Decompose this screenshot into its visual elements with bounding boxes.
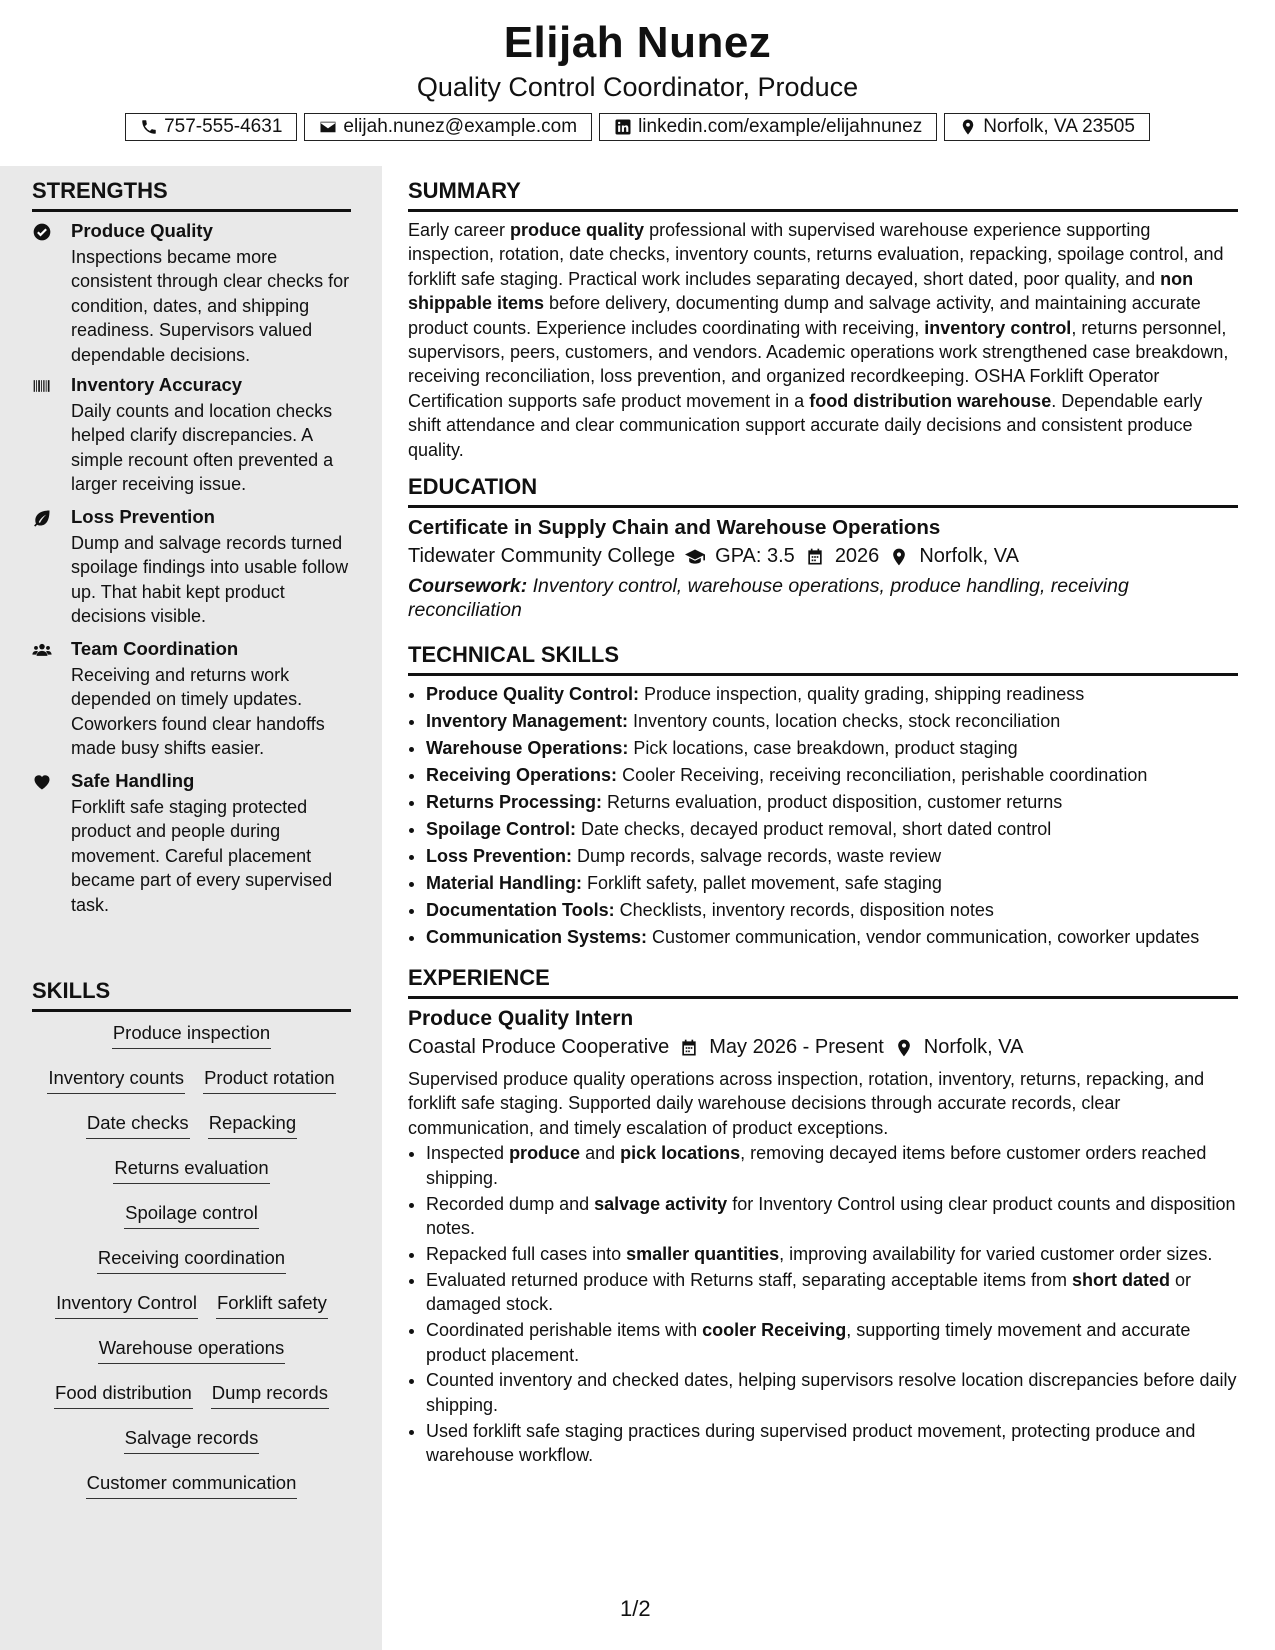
strength-title: Loss Prevention (71, 506, 215, 527)
education-gpa: GPA: 3.5 (715, 545, 795, 568)
strength-body: Dump and salvage records turned spoilage findings into usable follow up. That habit kept product decisions visible. (71, 533, 349, 627)
bullet-keyword: short dated (1072, 1269, 1171, 1290)
technical-skill-value: Customer communication, vendor communication, coworker updates (647, 927, 1200, 948)
skill-tag: Product rotation (203, 1067, 336, 1094)
skill-tag: Receiving coordination (97, 1247, 286, 1274)
skills-heading: SKILLS (32, 978, 351, 1012)
calendar-icon (679, 1038, 699, 1058)
skill-row (32, 1202, 351, 1247)
job-bullet (426, 1368, 1238, 1417)
bullet-text: Recorded dump and (426, 1193, 595, 1214)
education-location: Norfolk, VA (919, 545, 1019, 568)
technical-skill-item (426, 924, 1238, 951)
technical-skill-item (426, 789, 1238, 816)
candidate-name: Elijah Nunez (503, 18, 772, 67)
job-bullet (426, 1192, 1238, 1241)
technical-skill-label: Warehouse Operations: (426, 738, 629, 759)
job-bullet (426, 1318, 1238, 1367)
contact-linkedin-text: linkedin.com/example/elijahnunez (638, 116, 923, 137)
skill-row (32, 1337, 351, 1382)
job-description: Supervised produce quality operations across inspection, rotation, inventory, returns, repacking, and forklift safe staging. Supported daily warehouse decisions through accurate records, clear communication, and timely escalation of product exceptions. (408, 1069, 1205, 1138)
skill-tag: Dump records (211, 1382, 329, 1409)
contact-bar (0, 113, 1275, 141)
bullet-text: or damaged stock. (426, 1269, 1192, 1315)
summary-segment: , returns personnel, supervisors, peers, customers, and vendors. Academic operations work strengthened case breakdown, receiving reconciliation, loss prevention, and organized recordkeeping. OSHA Forklift Operator Certification supports safe product movement in a (408, 317, 1229, 411)
resume-header (0, 0, 1275, 166)
leaf-icon (32, 508, 54, 530)
skill-tag: Warehouse operations (98, 1337, 285, 1364)
bullet-keyword: smaller quantities (626, 1243, 780, 1264)
technical-skill-item (426, 762, 1238, 789)
skill-row (32, 1292, 351, 1337)
job-title: Produce Quality Intern (408, 1007, 634, 1031)
bullet-text: , supporting timely movement and accurate product placement. (426, 1320, 1191, 1365)
job-dates: May 2026 - Present (709, 1036, 884, 1059)
education-meta (408, 545, 1238, 568)
bullet-text: for Inventory Control using clear product counts and disposition notes. (426, 1193, 1236, 1238)
job-location: Norfolk, VA (923, 1036, 1024, 1059)
technical-skills-list (408, 681, 1238, 951)
skill-tag: Customer communication (86, 1472, 298, 1499)
bullet-text: and (580, 1143, 621, 1164)
coursework-text: Inventory control, warehouse operations, produce handling, receiving reconciliation (408, 575, 1129, 622)
summary-keyword: inventory control (924, 317, 1072, 338)
technical-skill-label: Spoilage Control: (426, 819, 576, 840)
linkedin-icon (614, 118, 632, 136)
bullet-keyword: salvage activity (594, 1193, 728, 1214)
skill-tag: Forklift safety (216, 1292, 328, 1319)
bullet-text: Evaluated returned produce with Returns staff, separating acceptable items from (426, 1269, 1073, 1290)
bullet-text: Used forklift safe staging practices during supervised product movement, protecting produce and warehouse workflow. (426, 1420, 1196, 1466)
education-school: Tidewater Community College (408, 545, 676, 568)
education-year: 2026 (834, 545, 880, 568)
strengths-heading: STRENGTHS (32, 178, 351, 212)
summary-segment: Early career (408, 220, 511, 240)
map-pin-icon (959, 118, 977, 136)
technical-skill-label: Receiving Operations: (426, 765, 618, 786)
calendar-icon (805, 547, 825, 567)
skill-row (32, 1112, 351, 1157)
technical-skill-value: Returns evaluation, product disposition, customer returns (602, 792, 1063, 813)
technical-skill-item (426, 708, 1238, 735)
technical-skill-value: Forklift safety, pallet movement, safe staging (582, 873, 942, 894)
strength-title: Inventory Accuracy (71, 374, 243, 395)
summary-segment: before delivery, documenting dump and salvage activity, and maintaining accurate product counts. Experience includes coordinating with receiving, (408, 293, 1201, 338)
bullet-text: Repacked full cases into (426, 1243, 627, 1264)
technical-skills-heading: TECHNICAL SKILLS (408, 642, 1238, 676)
envelope-icon (319, 118, 337, 136)
contact-location-text: Norfolk, VA 23505 (983, 116, 1135, 137)
skill-row (32, 1247, 351, 1292)
contact-email[interactable] (304, 113, 592, 141)
job-bullet (426, 1141, 1238, 1190)
technical-skill-value: Produce inspection, quality grading, shipping readiness (639, 684, 1085, 705)
technical-skill-label: Documentation Tools: (426, 900, 615, 921)
technical-skill-label: Communication Systems: (426, 927, 648, 948)
contact-location (944, 113, 1150, 141)
technical-skill-item (426, 897, 1238, 924)
summary-keyword: food distribution warehouse (809, 390, 1052, 411)
technical-skill-label: Material Handling: (426, 873, 583, 894)
strength-body: Forklift safe staging protected product and people during movement. Careful placement became part of every supervised task. (71, 797, 333, 915)
users-icon (32, 640, 54, 662)
summary-segment: . Dependable early shift attendance and clear communication support accurate daily decisions and consistent produce quality. (408, 390, 1203, 460)
job-bullet (426, 1242, 1238, 1266)
technical-skill-label: Produce Quality Control: (426, 684, 640, 705)
bullet-keyword: pick locations (620, 1143, 741, 1164)
bullet-text: , removing decayed items before customer orders reached shipping. (426, 1143, 1207, 1188)
education-coursework (408, 574, 1238, 622)
technical-skill-item (426, 681, 1238, 708)
map-pin-icon (894, 1038, 914, 1058)
phone-icon (140, 118, 158, 136)
skill-tag: Produce inspection (112, 1022, 271, 1049)
strength-title: Produce Quality (71, 220, 213, 241)
job-bullet (426, 1268, 1238, 1317)
map-pin-icon (889, 547, 909, 567)
skill-tag: Spoilage control (124, 1202, 259, 1229)
job-meta (408, 1036, 1238, 1059)
technical-skill-value: Dump records, salvage records, waste review (572, 846, 942, 867)
skills-list (32, 1022, 351, 1517)
strength-body: Inspections became more consistent through clear checks for condition, dates, and shipping readiness. Supervisors valued dependable decisions. (71, 247, 350, 365)
technical-skill-value: Inventory counts, location checks, stock reconciliation (628, 711, 1061, 732)
main-column (408, 166, 1238, 1469)
technical-skill-label: Loss Prevention: (426, 846, 573, 867)
technical-skill-value: Checklists, inventory records, disposition notes (614, 900, 994, 921)
coursework-label: Coursework: (408, 575, 528, 598)
technical-skill-item (426, 735, 1238, 762)
skill-row (32, 1382, 351, 1427)
technical-skill-value: Cooler Receiving, receiving reconciliation, perishable coordination (617, 765, 1148, 786)
contact-phone[interactable] (125, 113, 297, 141)
skill-row (32, 1427, 351, 1472)
contact-phone-text: 757-555-4631 (164, 116, 283, 137)
skill-tag: Salvage records (124, 1427, 260, 1454)
candidate-role: Quality Control Coordinator, Produce (416, 72, 859, 102)
skill-tag: Food distribution (54, 1382, 193, 1409)
strength-title: Safe Handling (71, 770, 195, 791)
graduation-cap-icon (685, 547, 705, 567)
technical-skill-item (426, 816, 1238, 843)
summary-text (408, 218, 1238, 462)
job-bullets (408, 1141, 1238, 1467)
bullet-text: Coordinated perishable items with (426, 1320, 703, 1341)
skill-tag: Returns evaluation (113, 1157, 269, 1184)
technical-skill-label: Inventory Management: (426, 711, 629, 732)
strength-body: Daily counts and location checks helped clarify discrepancies. A simple recount often prevented a larger receiving issue. (71, 401, 334, 495)
summary-segment: professional with supervised warehouse experience supporting inspection, rotation, date checks, inventory counts, returns evaluation, repacking, spoilage control, and forklift safe staging. Practical work includes separating decayed, short dated, poor quality, and (408, 220, 1224, 289)
summary-heading: SUMMARY (408, 178, 1238, 212)
skill-tag: Inventory counts (47, 1067, 185, 1094)
skill-row (32, 1022, 351, 1067)
contact-linkedin[interactable] (599, 113, 937, 141)
technical-skill-value: Pick locations, case breakdown, product staging (628, 738, 1018, 759)
education-degree: Certificate in Supply Chain and Warehouse Operations (408, 516, 941, 540)
education-heading: EDUCATION (408, 474, 1238, 508)
skill-tag: Inventory Control (55, 1292, 198, 1319)
technical-skill-item (426, 843, 1238, 870)
technical-skill-label: Returns Processing: (426, 792, 603, 813)
technical-skill-value: Date checks, decayed product removal, short dated control (576, 819, 1052, 840)
job-company: Coastal Produce Cooperative (408, 1036, 670, 1059)
experience-heading: EXPERIENCE (408, 965, 1238, 999)
check-circle-icon (32, 222, 54, 244)
skill-row (32, 1472, 351, 1517)
summary-keyword: non shippable items (408, 268, 1194, 314)
bullet-keyword: produce (509, 1143, 581, 1164)
strength-title: Team Coordination (71, 638, 239, 659)
bullet-keyword: cooler Receiving (702, 1320, 847, 1341)
contact-email-text: elijah.nunez@example.com (343, 116, 578, 137)
job-bullet (426, 1419, 1238, 1468)
technical-skill-item (426, 870, 1238, 897)
skill-tag: Repacking (208, 1112, 297, 1139)
page-number: 1/2 (620, 1596, 651, 1621)
barcode-icon (32, 376, 54, 398)
bullet-text: Inspected (426, 1143, 510, 1164)
heart-icon (32, 772, 54, 794)
summary-keyword: produce quality (510, 220, 645, 240)
bullet-text: , improving availability for varied customer order sizes. (779, 1243, 1213, 1264)
skill-row (32, 1157, 351, 1202)
skill-row (32, 1067, 351, 1112)
bullet-text: Counted inventory and checked dates, helping supervisors resolve location discrepancies before daily shipping. (426, 1370, 1237, 1415)
skill-tag: Date checks (86, 1112, 190, 1139)
strength-body: Receiving and returns work depended on timely updates. Coworkers found clear handoffs made busy shifts easier. (71, 665, 325, 759)
